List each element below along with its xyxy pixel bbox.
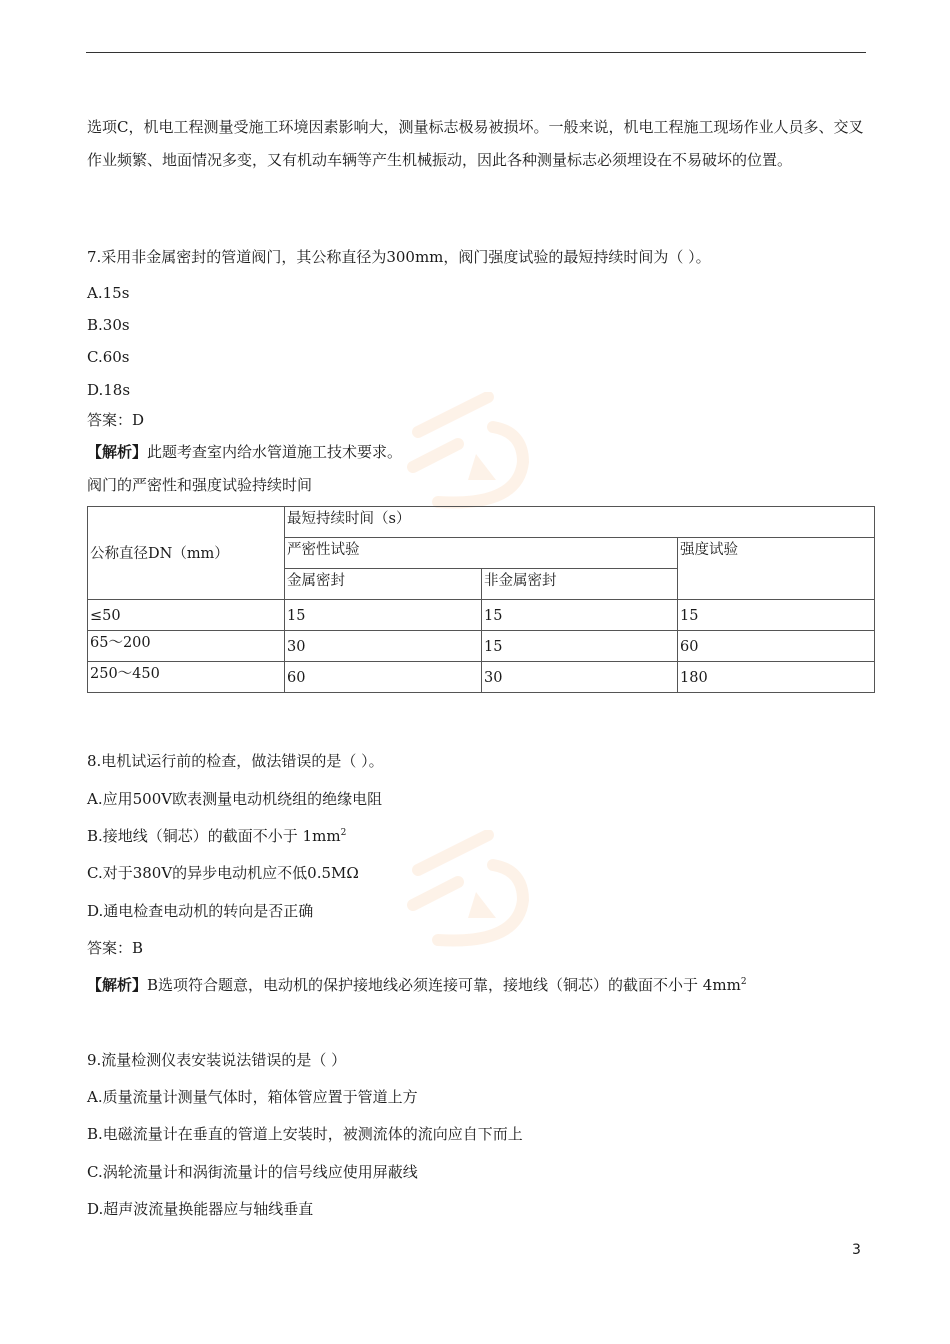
q7-question: 7.采用非金属密封的管道阀门，其公称直径为300mm，阀门强度试验的最短持续时间为（ ）。 xyxy=(87,248,711,266)
q9-option-a: A.质量流量计测量气体时，箱体管应置于管道上方 xyxy=(87,1088,418,1106)
cell-metal: 60 xyxy=(285,662,482,693)
q8-option-c: C.对于380V的异步电动机应不低0.5MΩ xyxy=(87,864,359,882)
q7-option-c: C.60s xyxy=(87,348,130,366)
cell-metal: 30 xyxy=(285,631,482,662)
cell-nonmetal: 15 xyxy=(482,600,678,631)
cell-strength: 15 xyxy=(678,600,875,631)
cell-strength: 180 xyxy=(678,662,875,693)
q8-option-a: A.应用500V欧表测量电动机绕组的绝缘电阻 xyxy=(87,790,383,808)
header-min-time: 最短持续时间（s） xyxy=(285,507,875,538)
cell-metal: 15 xyxy=(285,600,482,631)
q8-answer: 答案：B xyxy=(87,939,144,957)
cell-dn: 65～200 xyxy=(88,631,285,662)
intro-paragraph: 选项C，机电工程测量受施工环境因素影响大，测量标志极易被损坏。一般来说，机电工程施工现场作业人员多、交叉作业频繁、地面情况多变，又有机动车辆等产生机械振动，因此各种测量标志必须埋设在不易破坏的位置。 xyxy=(87,118,864,169)
cell-dn: 250～450 xyxy=(88,662,285,693)
table-row xyxy=(88,662,875,693)
analysis-tag: 【解析】 xyxy=(87,976,148,994)
header-strength: 强度试验 xyxy=(678,538,875,600)
q8-option-b-text: B.接地线（铜芯）的截面不小于 1mm xyxy=(87,827,341,845)
q7-answer: 答案：D xyxy=(87,411,145,429)
header-tightness: 严密性试验 xyxy=(285,538,678,569)
watermark-logo-icon xyxy=(398,830,538,950)
q7-option-a: A.15s xyxy=(87,284,130,302)
q8-question: 8.电机试运行前的检查，做法错误的是（ ）。 xyxy=(87,752,384,770)
q7-option-b: B.30s xyxy=(87,316,130,334)
analysis-text: 此题考查室内给水管道施工技术要求。 xyxy=(147,443,403,461)
q7-analysis xyxy=(87,442,402,462)
cell-dn: ≤50 xyxy=(88,600,285,631)
cell-strength: 60 xyxy=(678,631,875,662)
q8-option-b xyxy=(87,826,346,846)
q8-analysis xyxy=(87,975,747,995)
header-metal: 金属密封 xyxy=(285,569,482,600)
table-header-row xyxy=(88,507,875,538)
q7-table-caption: 阀门的严密性和强度试验持续时间 xyxy=(87,476,313,494)
q8-option-d: D.通电检查电动机的转向是否正确 xyxy=(87,902,314,920)
watermark-logo-icon xyxy=(398,392,538,512)
q9-option-d: D.超声波流量换能器应与轴线垂直 xyxy=(87,1200,314,1218)
q7-option-d: D.18s xyxy=(87,381,131,399)
header-nonmetal: 非金属密封 xyxy=(482,569,678,600)
cell-nonmetal: 15 xyxy=(482,631,678,662)
header-dn: 公称直径DN（mm） xyxy=(88,507,285,600)
header-rule xyxy=(86,52,866,53)
cell-nonmetal: 30 xyxy=(482,662,678,693)
valve-test-table xyxy=(87,506,875,693)
table-row xyxy=(88,631,875,662)
page-number: 3 xyxy=(852,1242,861,1258)
analysis-text: B选项符合题意，电动机的保护接地线必须连接可靠，接地线（铜芯）的截面不小于 4mm xyxy=(147,976,741,994)
q9-question: 9.流量检测仪表安装说法错误的是（ ） xyxy=(87,1051,347,1069)
q9-option-b: B.电磁流量计在垂直的管道上安装时，被测流体的流向应自下而上 xyxy=(87,1125,523,1143)
analysis-tag: 【解析】 xyxy=(87,443,148,461)
table-row xyxy=(88,600,875,631)
q8-option-b-sup: 2 xyxy=(340,828,347,838)
q9-option-c: C.涡轮流量计和涡街流量计的信号线应使用屏蔽线 xyxy=(87,1163,418,1181)
analysis-sup: 2 xyxy=(740,977,747,987)
